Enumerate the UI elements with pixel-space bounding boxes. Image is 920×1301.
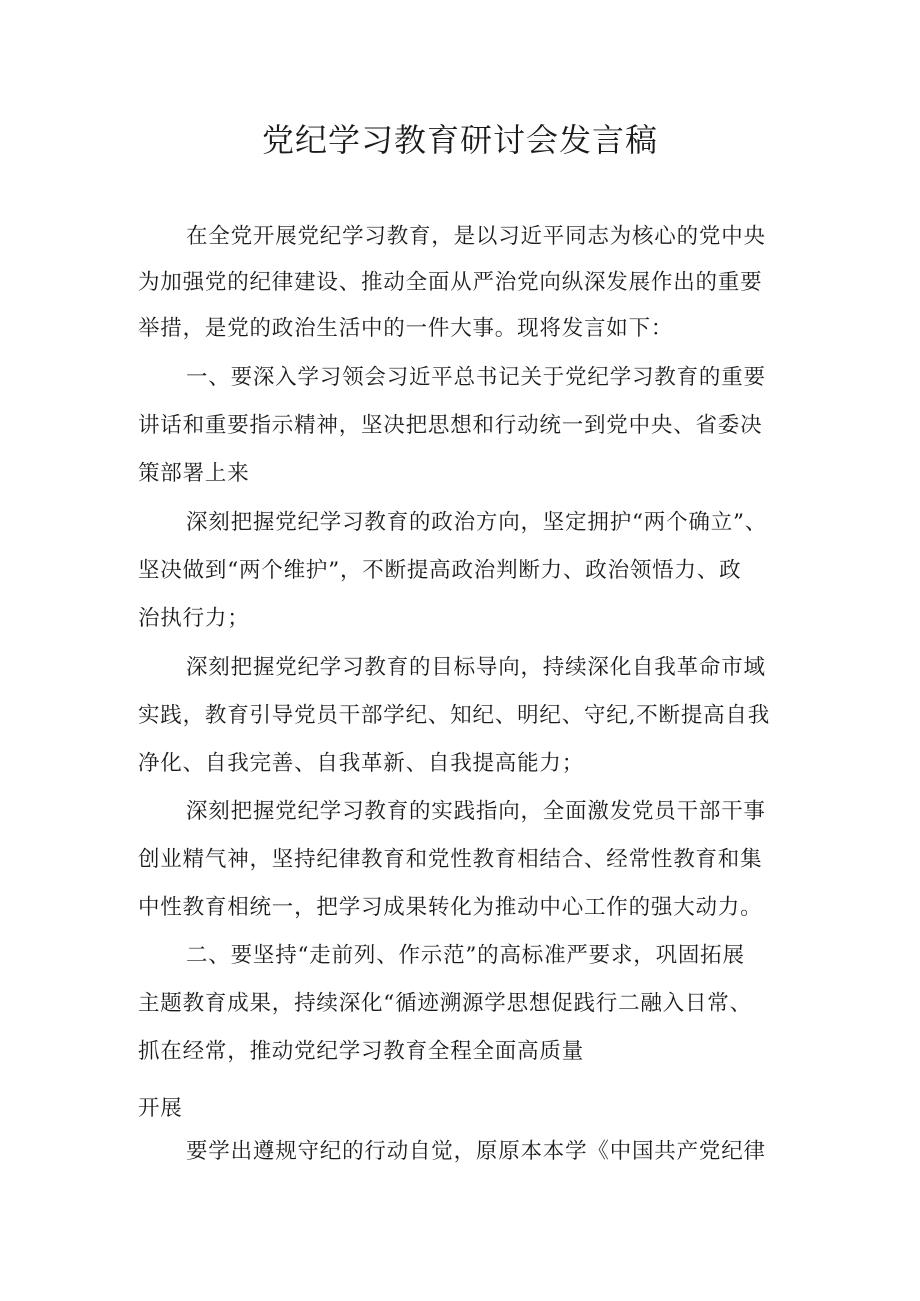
- paragraph-line: 在全党开展党纪学习教育，是以习近平同志为核心的党中央: [186, 224, 766, 249]
- paragraph-line: 净化、自我完善、自我革新、自我提高能力；: [138, 751, 585, 776]
- paragraph-line: 实践，教育引导党员干部学纪、知纪、明纪、守纪,不断提高自我: [138, 703, 771, 728]
- paragraph-line: 创业精气神，坚持纪律教育和党性教育相结合、经常性教育和集: [138, 847, 763, 872]
- paragraph-line: 为加强党的纪律建设、推动全面从严治党向纵深发展作出的重要: [138, 270, 763, 295]
- paragraph-line: 深刻把握党纪学习教育的目标导向，持续深化自我革命市域: [186, 655, 766, 680]
- paragraph-line: 深刻把握党纪学习教育的政治方向，坚定拥护“两个确立”、: [186, 510, 768, 535]
- paragraph-line: 讲话和重要指示精神，坚决把思想和行动统一到党中央、省委决: [138, 413, 763, 438]
- paragraph-line: 中性教育相统一，把学习成果转化为推动中心工作的强大动力。: [138, 895, 763, 920]
- paragraph-line: 一、要深入学习领会习近平总书记关于党纪学习教育的重要: [186, 365, 766, 390]
- paragraph-line: 抓在经常，推动党纪学习教育全程全面高质量: [138, 1039, 585, 1064]
- paragraph-line: 主题教育成果，持续深化“循迹溯源学思想促践行二融入日常、: [138, 991, 752, 1016]
- paragraph-line: 坚决做到“两个维护”，不断提高政治判断力、政治领悟力、政: [138, 558, 742, 583]
- paragraph-line: 策部署上来: [138, 461, 250, 486]
- paragraph-line: 二、要坚持“走前列、作示范”的高标准严要求，巩固拓展: [186, 943, 745, 968]
- paragraph-line: 深刻把握党纪学习教育的实践指向，全面激发党员干部干事: [186, 799, 766, 824]
- document-title: 党纪学习教育研讨会发言稿: [261, 121, 658, 159]
- paragraph-line: 治执行力；: [138, 606, 250, 631]
- paragraph-line: 举措，是党的政治生活中的一件大事。现将发言如下：: [138, 316, 674, 341]
- paragraph-line: 开展: [138, 1096, 183, 1121]
- paragraph-line: 要学出遵规守纪的行动自觉，原原本本学《中国共产党纪律: [186, 1139, 766, 1164]
